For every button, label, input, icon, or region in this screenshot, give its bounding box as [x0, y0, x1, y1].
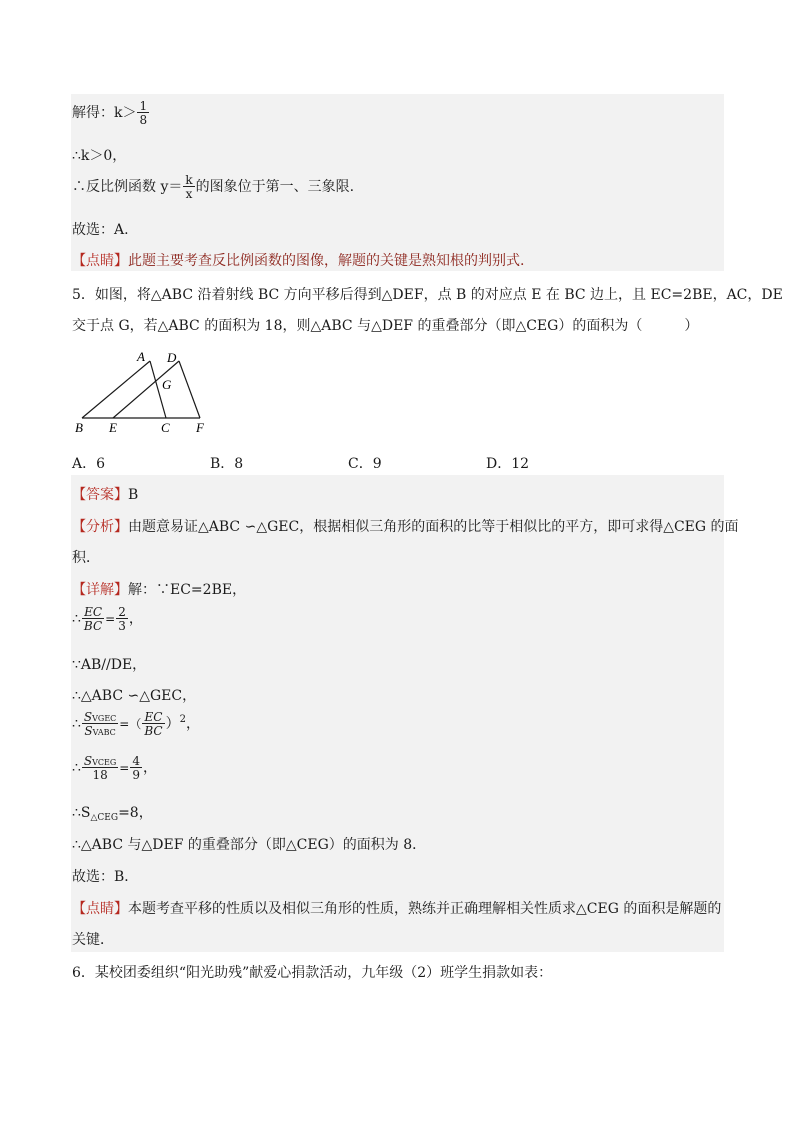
label-g: G	[162, 377, 172, 392]
analysis-tag: 【分析】	[72, 519, 128, 535]
q5-step1: ∴ $\frac{EC}{BC}$ = $\frac{2}{3}$ ，	[72, 605, 143, 633]
label-e: E	[109, 420, 117, 435]
q5-stem-line1: 5．如图，将△ABC 沿着射线 BC 方向平移后得到△DEF，点 B 的对应点 E 在 BC 边上，且 EC=2BE，AC，DE	[72, 287, 783, 303]
q5-option-d: D．12	[486, 456, 530, 472]
prev-kx-fraction: $\frac{k}{x}$	[185, 173, 193, 201]
ec-bc-fraction: $\frac{EC}{BC}$	[83, 605, 103, 633]
q5-step5: ∴ $\frac{\text{SVCEG}}{18}$ = $\frac{4}{9}$ ，	[72, 754, 157, 782]
q5-analysis	[72, 516, 739, 536]
prev-choose: 故选：A.	[72, 222, 129, 238]
label-c: C	[161, 420, 170, 435]
q5-option-a: A．6	[72, 456, 106, 472]
analysis-text: 由题意易证△ABC ∽△GEC，根据相似三角形的面积的比等于相似比的平方，即可求得△CEG 的面	[128, 519, 739, 535]
label-f: F	[196, 420, 204, 435]
q5-analysis-line2: 积．	[72, 550, 100, 566]
segment-df	[179, 361, 200, 418]
q5-figure	[70, 348, 230, 438]
q5-step3: ∴△ABC ∽△GEC，	[72, 688, 197, 704]
answer-tag: 【答案】	[72, 487, 128, 503]
answer-value: B	[128, 487, 139, 503]
q5-option-b: B．8	[210, 456, 244, 472]
label-a: A	[137, 349, 145, 364]
q5-comment	[72, 898, 721, 918]
prev-comment-text: 此题主要考查反比例函数的图像，解题的关键是熟知根的判别式.	[128, 253, 525, 269]
q5-stem-line2: 交于点 G，若△ABC 的面积为 18，则△ABC 与△DEF 的重叠部分（即△CEG）的面积为（ ）	[72, 318, 699, 334]
label-b: B	[75, 420, 83, 435]
area-over-18-fraction: $\frac{\text{SVCEG}}{18}$	[83, 754, 117, 782]
prev-solve-line	[72, 100, 150, 126]
q5-step7: ∴△ABC 与△DEF 的重叠部分（即△CEG）的面积为 8．	[72, 837, 427, 853]
q5-option-c: C．9	[348, 456, 382, 472]
two-thirds-fraction: $\frac{2}{3}$	[118, 605, 126, 633]
detail-text: 解：∵EC=2BE，	[128, 582, 247, 598]
q5-choose: 故选：B．	[72, 869, 139, 885]
four-ninths-fraction: $\frac{4}{9}$	[132, 754, 140, 782]
prev-solve-label: 解得：k＞	[72, 105, 137, 121]
q5-step2: ∵AB//DE，	[72, 657, 147, 673]
prev-k-fraction: $\frac{1}{8}$	[139, 99, 148, 127]
q5-detail	[72, 579, 246, 599]
comment-text: 本题考查平移的性质以及相似三角形的性质，熟练并正确理解相关性质求△CEG 的面积是解题的	[128, 901, 722, 917]
prev-comment	[72, 250, 524, 270]
segment-ba	[82, 361, 150, 418]
prev-line3: ∴反比例函数 y＝ $\frac{k}{x}$ 的图象位于第一、三象限.	[72, 173, 355, 201]
label-d: D	[167, 350, 177, 365]
prev-comment-tag: 【点睛】	[72, 253, 128, 269]
q5-comment-line2: 关键．	[72, 932, 114, 948]
q5-step6: $\therefore S_{\triangle CEG}=8$，	[72, 805, 153, 823]
q5-answer	[72, 484, 138, 504]
comment-tag: 【点睛】	[72, 901, 128, 917]
prev-line2: ∴k＞0，	[72, 148, 127, 164]
q5-step4: ∴ $\frac{\text{SVGEC}}{\text{SVABC}}$ =（ $\frac{EC}{BC}$ ）$^2$，	[72, 710, 200, 738]
ec-bc-fraction-2: $\frac{EC}{BC}$	[144, 710, 163, 738]
area-ratio-fraction: $\frac{\text{SVGEC}}{\text{SVABC}}$	[83, 710, 117, 738]
q6-stem: 6．某校团委组织“阳光助残”献爱心捐款活动，九年级（2）班学生捐款如表：	[72, 965, 553, 981]
detail-tag: 【详解】	[72, 582, 128, 598]
